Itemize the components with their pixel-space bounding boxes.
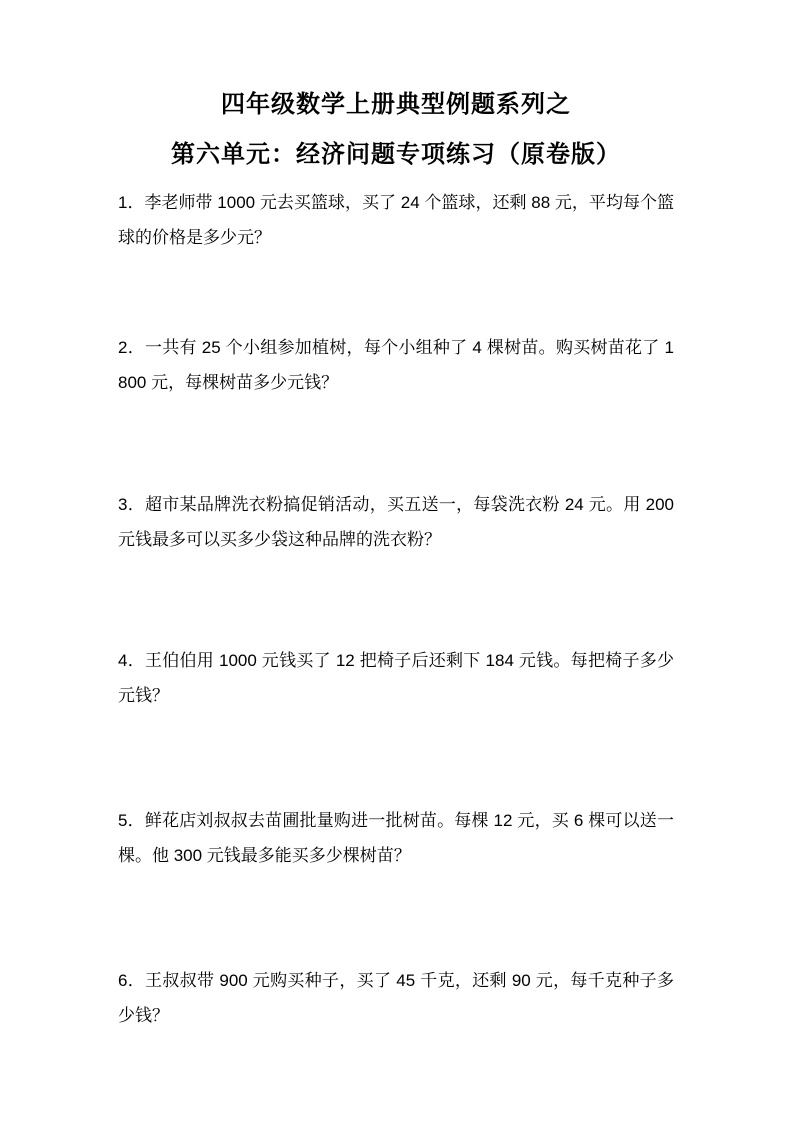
problem-6: 6．王叔叔带 900 元购买种子，买了 45 千克，还剩 90 元，每千克种子多少钱？ — [118, 971, 674, 1025]
problem-4: 4．王伯伯用 1000 元钱买了 12 把椅子后还剩下 184 元钱。每把椅子多少元钱？ — [118, 651, 674, 705]
problem-1: 1．李老师带 1000 元去买篮球，买了 24 个篮球，还剩 88 元，平均每个篮球的价格是多少元？ — [118, 193, 674, 247]
problem-3: 3．超市某品牌洗衣粉搞促销活动，买五送一，每袋洗衣粉 24 元。用 200 元钱最多可以买多少袋这种品牌的洗衣粉？ — [118, 495, 674, 549]
page-title-line2: 第六单元：经济问题专项练习（原卷版） — [171, 141, 621, 168]
problem-2: 2．一共有 25 个小组参加植树，每个小组种了 4 棵树苗。购买树苗花了 1800 元，每棵树苗多少元钱？ — [118, 338, 674, 392]
problems-list — [118, 185, 674, 1033]
page-title-line1: 四年级数学上册典型例题系列之 — [221, 91, 571, 118]
problem-5: 5．鲜花店刘叔叔去苗圃批量购进一批树苗。每棵 12 元，买 6 棵可以送一棵。他 300 元钱最多能买多少棵树苗？ — [118, 811, 674, 865]
